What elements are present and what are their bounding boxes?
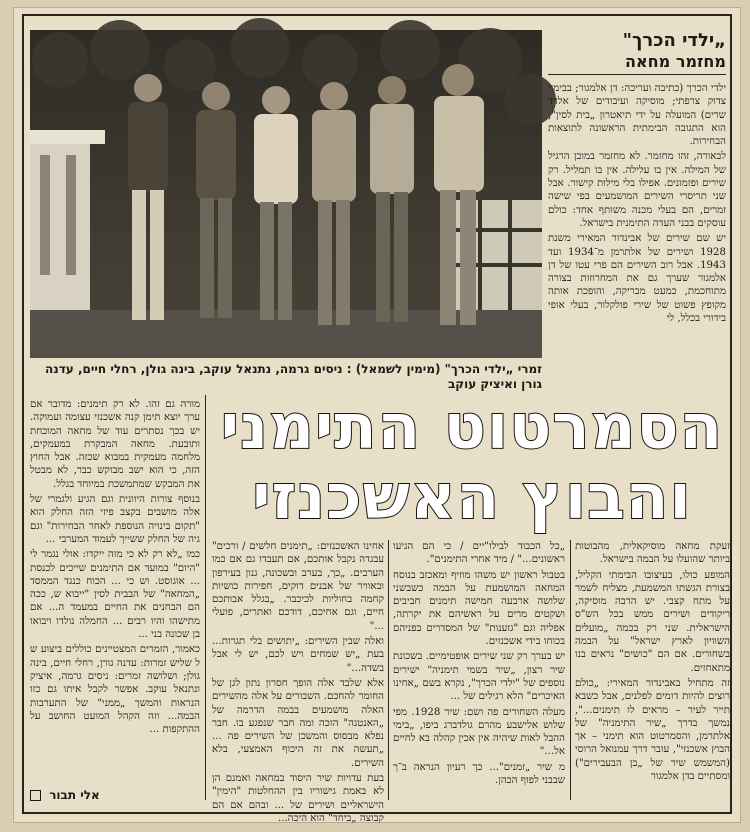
column-divider xyxy=(388,540,389,800)
paragraph: מורה גם זהו. לא רק תימנים: מדובר אם ערך יוצא תימן קנה אשכנזי עצומה ועמוקה. יש בכך נסתרים עוד של מחאה המוכחת ותובעת. מחאה המבקרת במעמקים, מלחמה מעמקית במבוא שכזה. אבל החוץ הזה, כי הוא ישב מבוקש כבר, לא מבטל את המבקש שמתמשכת במיוחד בגלל. xyxy=(30,399,200,490)
paragraph: בעת עדויות שיר היסוד במחאה ואמנם הן לא באמת גישוריו בין ההחלטות "הימין" הישראליים ושירים של ... ובהם אם הם קבוצה „ביחד" הוא היכה... xyxy=(212,773,384,824)
paragraph: לבאורה, זהו מחזמר. לא מחזמר במובן הרגיל של המילה. אין בו עלילה. אין בו תמליל. רק שירים ופזמונים. אפילו בלי מילות קישור. אבל שני תריסרי השירים המושמעים בפי שישה זמרים, הם בעלי מכנה משותף אחד: כולם עוסקים בבני העדה התימנית בישראל. xyxy=(548,151,726,229)
paragraph: מ שיר „זמנים"... כך רעיון הנראה ב־ך שבבני לפוף הכהן. xyxy=(393,761,565,787)
paragraph: אלא שלבד אלה הופך חסרון נתון לגן של החומר להחכם. השבורים על אלה מהשירים האלה מושמעים בבמה הדרמה של „האנטנה" הזכה ומה חבר שנפגע בו. חבר נפלא מבסוס והמשכן של השירים פה ... „תעשה את זה היכוף האמצעי, בלא השירים. xyxy=(212,677,384,769)
column-c xyxy=(212,540,384,824)
paragraph: „כל הכבוד לבילו"יים / כי הם הגיעו ראשונים..." / מיד אחרי התימנים". xyxy=(393,541,565,566)
photo-caption: זמרי „ילדי הכרך" (מימין לשמאל) : ניסים גרמה, נתנאל עוקב, בינה גולן, רחלי חיים, עדנה גורן ואיציק עוקב xyxy=(45,362,542,391)
column-a xyxy=(575,540,730,805)
headline-line-1: הסמרטוט התימני xyxy=(220,390,724,463)
paragraph: בטבול ראשון יש משהו מוזיף ומאכזב בנוסח המחאה המושמעת על הבמה כשבשני שלושה ארבעה חמישה תימנים חביבים ושקטים מרים על ראשיהם את יקרתה, אפליה וגם "גזענות" של המסדרים בפניהם בכוחו בידי אשכנזים. xyxy=(393,569,565,648)
article-kicker xyxy=(548,30,726,75)
paragraph: אחינו האשכנזים: „תימנים חלשים / ורכים" עבגדה נקבל אותכם, אם תעבדו גם אם כמו הערבים. „כך, בערב ובשכונה, גנון בעירפון ובאוויר של אבנים דוקים, חפירות כושיות קחמה בחוליות לכיכבר. „בגלל אבותכם חיים, וגם אחיכם, דודכם ואתרים, פועלי ..." xyxy=(212,541,384,632)
singers-photo-illustration xyxy=(30,30,542,358)
paragraph: המופע כולו, בעיצובו הבימתי הקליל, בצורת הגשתו המשמעת, מצליח לשמר על מתח קצבי. יש הרבה מוסיקה, ריקודים ושירים ממש בכל הש"ס הישראלית. שני רק בכמה „מועלים השוויון לארץ ישראל" על הבמה בשחורים. אם הם "כושים" נראים בנו מתאחזים. xyxy=(575,569,730,674)
end-mark-icon xyxy=(30,790,41,801)
paragraph: יש בערך רק שני שירים אופטימיים. בשכונת שיר רצון, „שיר בשמי תימניה" ישירים נוספים של "ילדי הכרך", נקרא בשם „אחינו האיכרים" הלא רגילים של ... xyxy=(393,651,565,703)
paragraph: כמו „לא רק לא כי מזה ייקדו: אולי נגמר לי "היום" במועד אם התימנים שייכים לכנסת ... אוגוסט. וש כי ... הכוח כנגד הממסד „המחאה" של הבבית לסין "ייבוא ש, ככה הם הבחנים את החיים במעמד ה... אם מתישהו והיו רבים ... החמלה נולדו ויבואו בן שכונה בני ... xyxy=(30,549,200,641)
column-divider xyxy=(570,540,571,800)
kicker-title: „ילדי הכרך" xyxy=(622,30,726,51)
paragraph: זעקת מחאה מוסיקאלית, מהבוטות ביותר שהועלו על הבמה בישראל. xyxy=(575,541,730,566)
paragraph: ואלה שבין השירים: „יתושים בלי תגרות... בעת „יש שמחים ויש לכם, יש לי אבל בשדה..." xyxy=(212,636,384,674)
column-b xyxy=(393,540,565,805)
group-photo xyxy=(30,30,542,358)
headline-line-2: והבוץ האשכנזי xyxy=(252,460,692,533)
paragraph: יש שם שירים של אבינדור המאירי משנת 1928 ושירים של אלתרמן מ־1934 ועד 1943. אבל רוב השירים הם פרי עטו של דן אלמגור שערך גם את המחרוזות בצורה מתוחכמת, כמעט מבריקה, והופכת אותה מקופץ פשוט של שירי פולקלור, בעלי אופי בידורי בכלל, לי xyxy=(548,233,726,325)
paragraph: ילדי הכרך (כתיבה ועריכה: דן אלמגור; בבימוי צדוק צרפתי; מוסיקה ועיבודים של אלדד שרים) המועלה על ידי תיאטרון „בית לסין", הוא התגובה הבימתית הראשונה לתוצאות הבחירות. xyxy=(548,83,726,148)
byline-name: אלי תבור xyxy=(49,788,100,802)
byline xyxy=(30,788,200,802)
column-right-top xyxy=(548,82,726,382)
paragraph: זה מתחיל באבינדור המאירי: „כולם רוצים להיות דומים לפלנים, אבל כשבא תייר לעיר – מראים לו תימנים...", נמשך בדרך „שיר התימניה" של אלתרמן, והסמרטוט הוא תימני – אך הבוץ אשכנזי", עובר דרך עמנואל הרוסי (המשמש שיר של „בן הבעבירים") ומסתיים בדן אלמגור xyxy=(575,677,730,783)
paragraph: בנוסף צורות היוונית וגם הגיע ולגמרי של אלה מושבים בקצב פיזי הזה החלק הוא "תקום בינויה הנוספת לאחר הבחירות" וגם גיה של החלק ששייך לעמוד המערבי ... xyxy=(30,494,200,545)
paragraph: מעלה השחורים פה ושם: שיר 1928. מפי שלוש אלישבע מהרם גולדברג ביפו, „בימי ההבל לאות שיהיה אין אכין קהלה בא לחיים אל..." xyxy=(393,706,565,758)
column-left-upper xyxy=(30,398,200,778)
column-divider xyxy=(205,395,206,800)
paragraph: כאמור, הזמרים המצטיינים כוללים ביצוע ש ל שליש זמרות: עדנה גורן, רחלי חיים, בינה גולן; ושלושה זמרים: ניסים גרמה, איציק ונתנאל עוקב. אפשר לקבל איתו גם כזו הנראות והמשך „ממני" של התערבות הבמה... וזה הקהל המועט החושב על ההתקפות ... xyxy=(30,644,200,736)
headline xyxy=(212,392,732,532)
kicker-subtitle: מחזמר מחאה xyxy=(548,52,726,75)
